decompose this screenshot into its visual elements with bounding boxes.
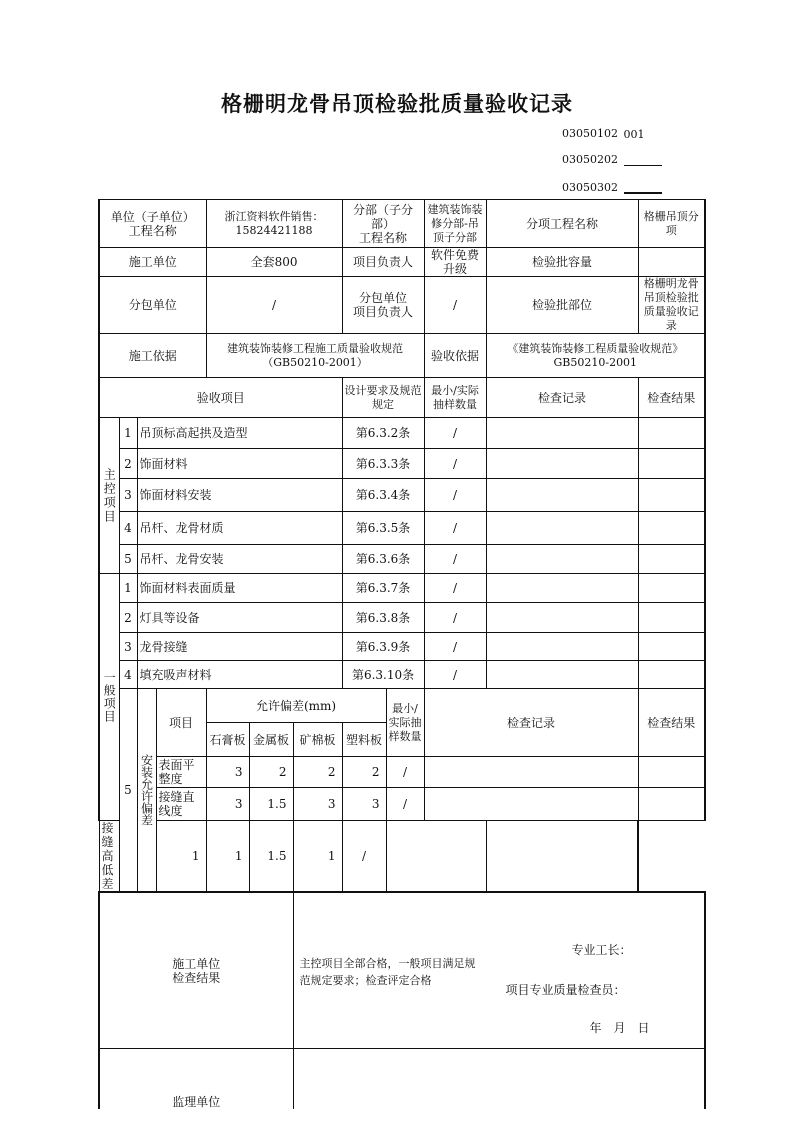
deviation-record[interactable] xyxy=(424,788,638,821)
col-record: 检查记录 xyxy=(486,378,638,418)
capacity-label: 检验批容量 xyxy=(486,248,638,277)
code-2: 03050202 xyxy=(562,153,618,166)
deviation-record[interactable] xyxy=(386,821,486,893)
part-label: 检验批部位 xyxy=(486,277,638,334)
sub-pm-label: 分包单位 项目负责人 xyxy=(342,277,424,334)
item-result[interactable] xyxy=(638,545,705,574)
contractor-result-panel xyxy=(293,892,705,1049)
col-result: 检查结果 xyxy=(638,378,705,418)
deviation-record-label: 检查记录 xyxy=(424,689,638,757)
basis-value[interactable]: 建筑装饰装修工程施工质量验收规范（GB50210-2001） xyxy=(206,334,424,378)
code-1: 03050102 xyxy=(562,127,618,140)
subdivision-label: 分部（子分部） 工程名称 xyxy=(342,200,424,248)
contractor-value[interactable]: 全套800 xyxy=(206,248,342,277)
item-record[interactable] xyxy=(486,512,638,545)
material-plastic: 塑料板 xyxy=(342,723,386,757)
pm-value[interactable]: 软件免费升级 xyxy=(424,248,486,277)
item-record[interactable] xyxy=(486,633,638,661)
deviation-value[interactable]: 2 xyxy=(293,757,342,788)
item-sample[interactable]: / xyxy=(424,603,486,633)
deviation-value[interactable]: 2 xyxy=(249,757,293,788)
accept-basis-value[interactable]: 《建筑装饰装修工程质量验收规范》GB50210-2001 xyxy=(486,334,705,378)
contractor-result-label: 施工单位 检查结果 xyxy=(99,892,293,1049)
item-name: 填充吸声材料 xyxy=(137,661,342,689)
item-clause: 第6.3.7条 xyxy=(342,574,424,603)
item-name: 饰面材料表面质量 xyxy=(137,574,342,603)
item-record[interactable] xyxy=(486,449,638,479)
deviation-value[interactable]: 1.5 xyxy=(249,788,293,821)
inspection-form xyxy=(98,199,704,1109)
material-metal: 金属板 xyxy=(249,723,293,757)
item-result[interactable] xyxy=(638,574,705,603)
deviation-result-label: 检查结果 xyxy=(638,689,705,757)
row-number: 5 xyxy=(119,689,137,893)
item-record[interactable] xyxy=(486,418,638,449)
deviation-name: 接缝高低差 xyxy=(99,821,119,893)
deviation-group-label: 安装允许偏差 xyxy=(137,689,156,893)
item-sample[interactable]: / xyxy=(424,479,486,512)
code-3-suffix[interactable] xyxy=(624,180,662,194)
material-mineral: 矿棉板 xyxy=(293,723,342,757)
item-result[interactable] xyxy=(638,661,705,689)
deviation-sample[interactable]: / xyxy=(386,757,424,788)
capacity-value[interactable] xyxy=(638,248,705,277)
item-clause: 第6.3.3条 xyxy=(342,449,424,479)
col-design: 设计要求及规范规定 xyxy=(342,378,424,418)
foreman-label: 专业工长： xyxy=(571,943,632,957)
item-name: 吊顶标高起拱及造型 xyxy=(137,418,342,449)
accept-basis-label: 验收依据 xyxy=(424,334,486,378)
inspector-label: 项目专业质量检查员： xyxy=(505,983,626,997)
row-number: 3 xyxy=(119,479,137,512)
deviation-value[interactable]: 3 xyxy=(293,788,342,821)
general-label: 一般项目 xyxy=(99,574,119,821)
deviation-sample[interactable]: / xyxy=(342,821,386,893)
form-table xyxy=(98,199,706,1109)
item-name: 灯具等设备 xyxy=(137,603,342,633)
item-result[interactable] xyxy=(638,633,705,661)
item-result[interactable] xyxy=(638,603,705,633)
supervision-label: 监理单位 xyxy=(99,1049,293,1109)
row-number: 2 xyxy=(119,603,137,633)
code-line-2 xyxy=(562,153,662,166)
unit-label: 单位（子单位） 工程名称 xyxy=(99,200,206,248)
item-clause: 第6.3.4条 xyxy=(342,479,424,512)
subitem-label: 分项工程名称 xyxy=(486,200,638,248)
deviation-name: 接缝直线度 xyxy=(156,788,206,821)
deviation-value[interactable]: 3 xyxy=(206,757,249,788)
page-title: 格栅明龙骨吊顶检验批质量验收记录 xyxy=(221,91,573,116)
item-result[interactable] xyxy=(638,449,705,479)
subitem-value[interactable]: 格栅吊顶分项 xyxy=(638,200,705,248)
subcontractor-label: 分包单位 xyxy=(99,277,206,334)
item-result[interactable] xyxy=(638,418,705,449)
col-item: 验收项目 xyxy=(99,378,342,418)
code-2-suffix[interactable] xyxy=(624,153,662,166)
deviation-allow-label: 允许偏差(mm) xyxy=(206,689,386,723)
subcontractor-value[interactable]: / xyxy=(206,277,342,334)
code-3: 03050302 xyxy=(562,181,618,194)
deviation-item-label: 项目 xyxy=(156,689,206,757)
deviation-name: 表面平整度 xyxy=(156,757,206,788)
row-number: 4 xyxy=(119,512,137,545)
part-value[interactable]: 格栅明龙骨吊顶检验批质量验收记录 xyxy=(638,277,705,334)
item-clause: 第6.3.5条 xyxy=(342,512,424,545)
deviation-result[interactable] xyxy=(638,788,705,821)
col-sample: 最小/实际抽样数量 xyxy=(424,378,486,418)
item-sample[interactable]: / xyxy=(424,661,486,689)
code-1-suffix[interactable]: 001 xyxy=(623,128,645,141)
basis-label: 施工依据 xyxy=(99,334,206,378)
row-number: 2 xyxy=(119,449,137,479)
item-result[interactable] xyxy=(638,512,705,545)
item-sample[interactable]: / xyxy=(424,512,486,545)
item-name: 吊杆、龙骨安装 xyxy=(137,545,342,574)
item-name: 饰面材料 xyxy=(137,449,342,479)
deviation-value[interactable]: 1.5 xyxy=(249,821,293,893)
item-record[interactable] xyxy=(486,545,638,574)
item-record[interactable] xyxy=(486,574,638,603)
row-number: 4 xyxy=(119,661,137,689)
item-name: 吊杆、龙骨材质 xyxy=(137,512,342,545)
deviation-sample-label: 最小/实际抽样数量 xyxy=(386,689,424,757)
item-record[interactable] xyxy=(486,603,638,633)
subdivision-value[interactable]: 建筑装饰装修分部-吊顶子分部 xyxy=(424,200,486,248)
pm-label: 项目负责人 xyxy=(342,248,424,277)
item-sample[interactable]: / xyxy=(424,545,486,574)
item-clause: 第6.3.9条 xyxy=(342,633,424,661)
row-number: 1 xyxy=(119,418,137,449)
item-clause: 第6.3.2条 xyxy=(342,418,424,449)
item-clause: 第6.3.6条 xyxy=(342,545,424,574)
item-name: 饰面材料安装 xyxy=(137,479,342,512)
deviation-sample[interactable]: / xyxy=(386,788,424,821)
code-line-3 xyxy=(562,180,662,194)
deviation-value[interactable]: 2 xyxy=(342,757,386,788)
row-number: 3 xyxy=(119,633,137,661)
item-sample[interactable]: / xyxy=(424,633,486,661)
sub-pm-value[interactable]: / xyxy=(424,277,486,334)
contractor-label: 施工单位 xyxy=(99,248,206,277)
item-record[interactable] xyxy=(486,479,638,512)
code-line-1 xyxy=(562,127,662,140)
item-name: 龙骨接缝 xyxy=(137,633,342,661)
item-clause: 第6.3.8条 xyxy=(342,603,424,633)
supervision-panel[interactable] xyxy=(293,1049,705,1109)
deviation-record[interactable] xyxy=(424,757,638,788)
material-gypsum: 石膏板 xyxy=(206,723,249,757)
deviation-value[interactable]: 3 xyxy=(342,788,386,821)
deviation-value[interactable]: 1 xyxy=(156,821,206,893)
deviation-value[interactable]: 1 xyxy=(206,821,249,893)
deviation-result[interactable] xyxy=(486,821,638,893)
item-sample[interactable]: / xyxy=(424,574,486,603)
row-number: 1 xyxy=(119,574,137,603)
item-clause: 第6.3.10条 xyxy=(342,661,424,689)
unit-value[interactable]: 浙江资料软件销售：15824421188 xyxy=(206,200,342,248)
deviation-value[interactable]: 1 xyxy=(293,821,342,893)
item-sample[interactable]: / xyxy=(424,418,486,449)
deviation-result[interactable] xyxy=(638,757,705,788)
item-sample[interactable]: / xyxy=(424,449,486,479)
main-control-label: 主控项目 xyxy=(99,418,119,574)
item-record[interactable] xyxy=(486,661,638,689)
row-number: 5 xyxy=(119,545,137,574)
conclusion-text[interactable]: 主控项目全部合格，一般项目满足规范规定要求；检查评定合格 xyxy=(299,957,476,987)
item-result[interactable] xyxy=(638,479,705,512)
deviation-value[interactable]: 3 xyxy=(206,788,249,821)
conclusion-date[interactable]: 年 月 日 xyxy=(589,1021,650,1035)
